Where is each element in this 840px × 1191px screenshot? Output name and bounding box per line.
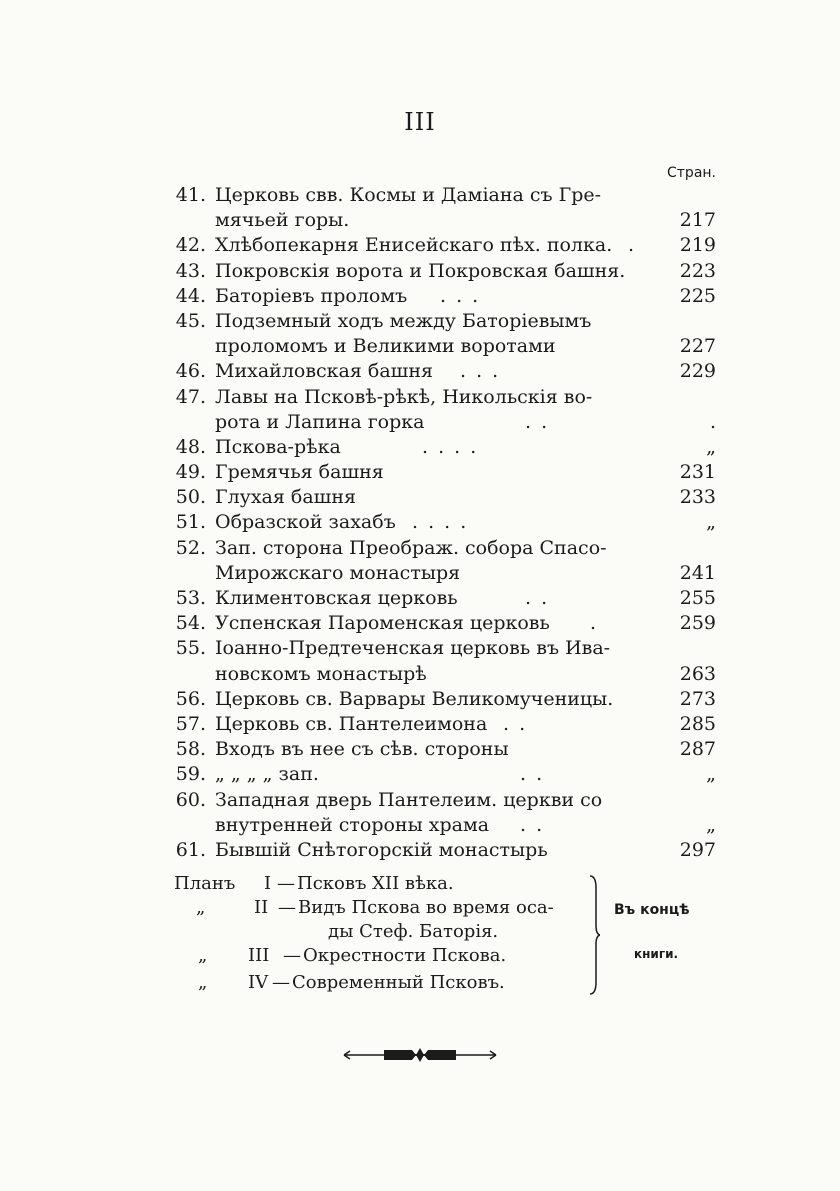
- dot-leader: . . . .: [412, 511, 469, 534]
- entry-title: Бывшій Снѣтогорскій монастырь: [215, 838, 548, 861]
- entry-page: 285: [679, 712, 716, 735]
- entry-page: 229: [679, 360, 716, 383]
- toc-line: [160, 259, 716, 284]
- entry-number: 45.: [175, 309, 206, 332]
- ornament-divider-icon: [340, 1044, 500, 1066]
- toc-entry: [160, 259, 716, 284]
- entry-number: 55.: [175, 637, 206, 660]
- dot-leader: . . . .: [422, 435, 479, 458]
- plan-title: Псковъ XII вѣка.: [297, 873, 454, 894]
- entry-title: Глухая башня: [215, 486, 356, 509]
- entry-page: „: [706, 435, 716, 458]
- entry-page: 259: [679, 612, 716, 635]
- entry-number: 59.: [175, 763, 206, 786]
- plan-dash: —: [272, 972, 290, 993]
- toc-line: [160, 687, 716, 712]
- plan-numeral: II: [254, 897, 269, 918]
- toc-entry: [160, 485, 716, 510]
- toc-entry: [160, 788, 716, 838]
- entry-title: Образской захабъ: [215, 511, 396, 534]
- toc-entry: [160, 510, 716, 535]
- entry-number: 53.: [175, 587, 206, 609]
- toc-line: [160, 788, 716, 813]
- plan-dash: —: [277, 873, 295, 894]
- toc-entry: [160, 737, 716, 762]
- toc-line: [160, 435, 716, 460]
- entry-title: Успенская Пароменская церковь: [215, 612, 550, 635]
- toc-line: [160, 611, 716, 636]
- entry-title: Покровскія ворота и Покровская башня.: [215, 259, 626, 282]
- entry-number: 57.: [175, 712, 206, 735]
- dot-leader: . . .: [440, 284, 481, 307]
- toc-line: [160, 510, 716, 535]
- entry-title: Баторіевъ проломъ: [215, 284, 408, 307]
- toc-entry: [160, 687, 716, 712]
- entry-number: 41.: [175, 184, 206, 206]
- entry-title: Подземный ходъ между Баторіевымъ: [215, 309, 592, 332]
- entry-title: Гремячья башня: [215, 461, 384, 484]
- entry-page: 233: [679, 486, 716, 509]
- entry-page: „: [706, 511, 716, 534]
- entry-title: внутренней стороны храма: [215, 813, 490, 836]
- dot-leader: .: [628, 234, 637, 257]
- plan-title: ды Стеф. Баторія.: [328, 921, 499, 942]
- toc-entry: [160, 435, 716, 460]
- toc-line: [160, 208, 716, 233]
- toc-line: [160, 636, 716, 661]
- toc-entry: [160, 460, 716, 485]
- toc-line: [160, 561, 716, 586]
- entry-number: 51.: [175, 511, 206, 534]
- entry-page: „: [706, 763, 716, 786]
- entry-page: .: [709, 410, 716, 433]
- plan-title: Видъ Пскова во время оса-: [298, 897, 554, 918]
- entry-number: 47.: [175, 385, 206, 408]
- entry-page: 241: [679, 561, 716, 584]
- dot-leader: .: [590, 612, 599, 635]
- entry-page: 287: [679, 738, 716, 761]
- plan-dash: —: [278, 897, 296, 918]
- page-number: III: [404, 108, 436, 136]
- toc-line: [160, 536, 716, 561]
- plans-note-line2: книги.: [634, 947, 679, 961]
- toc-line: [160, 838, 716, 863]
- entry-page: 223: [679, 259, 716, 282]
- entry-title: Михайловская башня: [215, 360, 433, 383]
- plan-numeral: IV: [248, 972, 269, 993]
- toc-line: [160, 813, 716, 838]
- toc-entry: [160, 233, 716, 258]
- table-of-illustrations: [160, 183, 716, 863]
- entry-title: Пскова-рѣка: [215, 435, 341, 458]
- dot-leader: . .: [525, 587, 550, 609]
- entry-number: 44.: [175, 284, 206, 307]
- toc-line: [160, 737, 716, 762]
- dot-leader: . .: [520, 763, 545, 786]
- entry-number: 56.: [175, 687, 206, 710]
- entry-number: 48.: [175, 435, 206, 458]
- entry-page: 263: [679, 662, 716, 685]
- entry-title: „ „ „ „ зап.: [215, 763, 319, 786]
- entry-title: Церковь св. Варвары Великомученицы.: [215, 687, 614, 710]
- toc-entry: [160, 359, 716, 384]
- entry-title: Лавы на Псковѣ-рѣкѣ, Никольскія во-: [215, 385, 593, 408]
- plans-list: [168, 872, 728, 1002]
- toc-line: [160, 662, 716, 687]
- toc-line: [160, 410, 716, 435]
- toc-line: [160, 334, 716, 359]
- toc-line: [160, 309, 716, 334]
- toc-line: [160, 385, 716, 410]
- entry-page: 219: [679, 234, 716, 257]
- entry-title: проломомъ и Великими воротами: [215, 335, 556, 358]
- toc-line: [160, 233, 716, 258]
- plan-numeral: III: [248, 945, 270, 966]
- entry-title: Западная дверь Пантелеим. церкви со: [215, 788, 603, 811]
- toc-entry: [160, 838, 716, 863]
- ditto-mark: „: [198, 972, 208, 993]
- entry-page: 273: [679, 687, 716, 710]
- entry-title: Церковь свв. Космы и Даміана съ Гре-: [215, 184, 602, 206]
- plan-title: Современный Псковъ.: [292, 972, 505, 993]
- entry-number: 42.: [175, 234, 206, 257]
- toc-entry: [160, 586, 716, 611]
- entry-title: Мирожскаго монастыря: [215, 561, 461, 584]
- toc-line: [160, 284, 716, 309]
- entry-title: рота и Лапина горка: [215, 410, 425, 433]
- entry-title: Климентовская церковь: [215, 587, 458, 609]
- dot-leader: . . .: [460, 360, 501, 383]
- entry-page: 217: [679, 209, 716, 232]
- page-column-label: Стран.: [667, 165, 716, 181]
- toc-entry: [160, 712, 716, 737]
- entry-number: 52.: [175, 536, 206, 559]
- entry-number: 43.: [175, 259, 206, 282]
- dot-leader: . .: [520, 813, 545, 836]
- toc-line: [160, 359, 716, 384]
- entry-title: Зап. сторона Преображ. собора Спасо-: [215, 536, 607, 559]
- toc-line: [160, 460, 716, 485]
- toc-entry: [160, 385, 716, 435]
- entry-title: новскомъ монастырѣ: [215, 662, 427, 685]
- plan-dash: —: [283, 945, 301, 966]
- dot-leader: . .: [503, 712, 528, 735]
- toc-line: [160, 183, 716, 208]
- toc-line: [160, 586, 716, 611]
- toc-entry: [160, 183, 716, 233]
- entry-page: 255: [679, 587, 716, 609]
- plan-title: Окрестности Пскова.: [303, 945, 507, 966]
- ditto-mark: „: [196, 897, 206, 918]
- toc-entry: [160, 536, 716, 586]
- entry-number: 54.: [175, 612, 206, 635]
- entry-number: 58.: [175, 738, 206, 761]
- toc-entry: [160, 762, 716, 787]
- entry-number: 60.: [175, 788, 206, 811]
- entry-number: 50.: [175, 486, 206, 509]
- entry-title: Церковь св. Пантелеимона: [215, 712, 488, 735]
- ditto-mark: „: [198, 945, 208, 966]
- entry-page: „: [706, 813, 716, 836]
- plan-numeral: I: [264, 873, 272, 894]
- toc-entry: [160, 284, 716, 309]
- entry-page: 231: [679, 461, 716, 484]
- entry-title: мячьей горы.: [215, 209, 350, 232]
- toc-line: [160, 762, 716, 787]
- toc-entry: [160, 611, 716, 636]
- dot-leader: . .: [525, 410, 550, 433]
- entry-page: 227: [679, 335, 716, 358]
- right-brace-icon: [588, 874, 600, 996]
- entry-page: 297: [679, 838, 716, 861]
- toc-line: [160, 712, 716, 737]
- entry-number: 46.: [175, 360, 206, 383]
- entry-number: 61.: [175, 838, 206, 861]
- entry-number: 49.: [175, 461, 206, 484]
- toc-entry: [160, 636, 716, 686]
- entry-title: Іоанно-Предтеченская церковь въ Ива-: [215, 637, 611, 660]
- entry-page: 225: [679, 284, 716, 307]
- plans-label: Планъ: [174, 873, 236, 894]
- toc-line: [160, 485, 716, 510]
- toc-entry: [160, 309, 716, 359]
- entry-title: Хлѣбопекарня Енисейскаго пѣх. полка.: [215, 234, 613, 257]
- entry-title: Входъ въ нее съ сѣв. стороны: [215, 738, 509, 761]
- plans-note-line1: Въ концѣ: [614, 902, 690, 918]
